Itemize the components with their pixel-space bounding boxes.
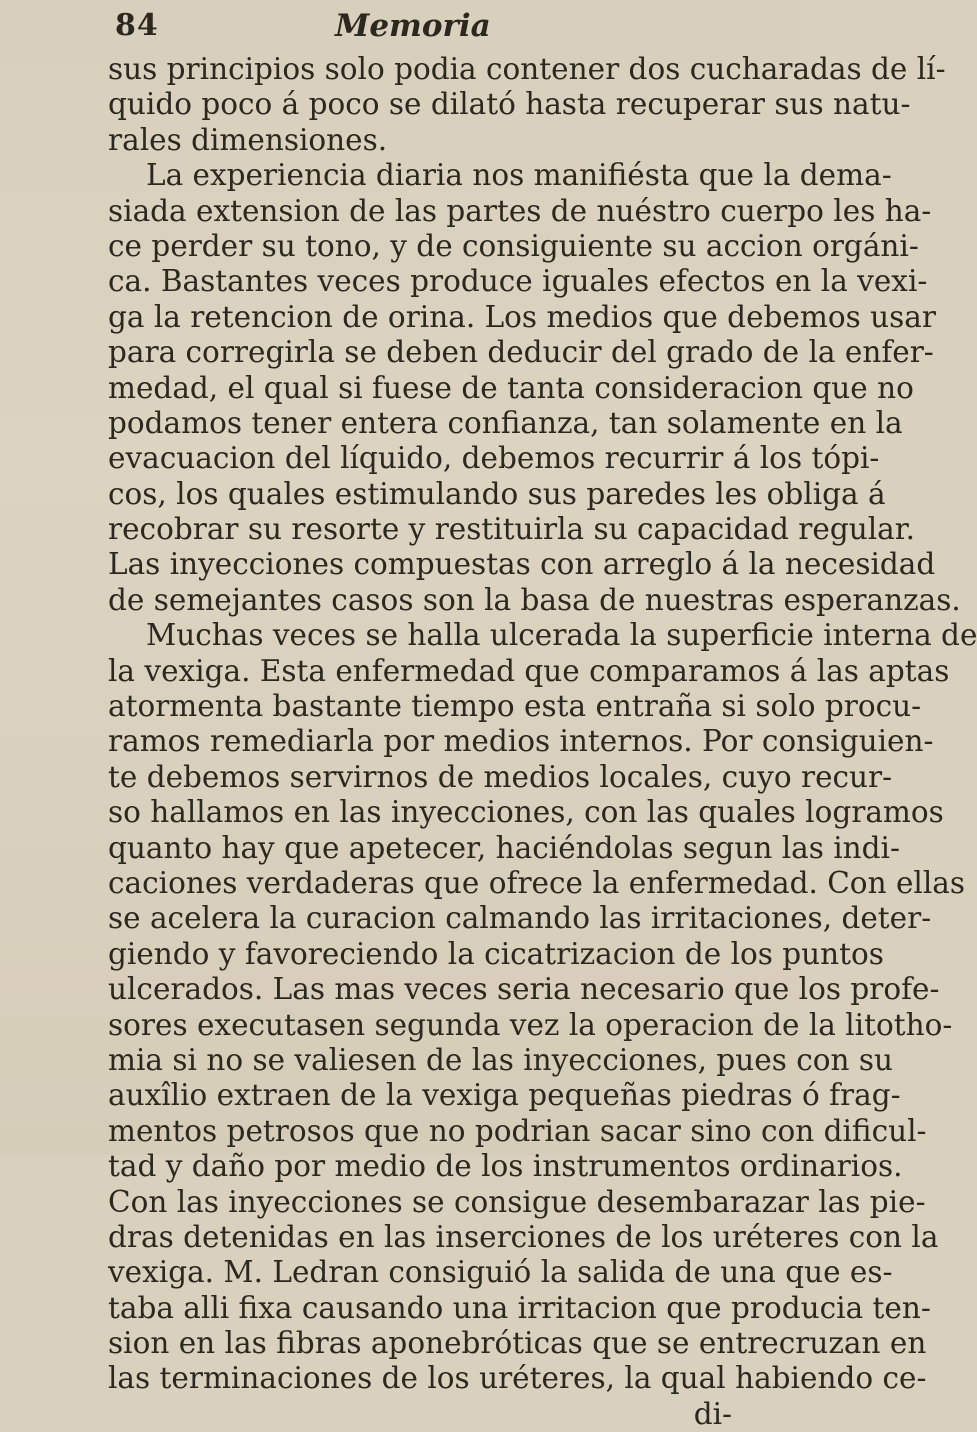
text-line: so hallamos en las inyecciones, con las quales logramos: [108, 795, 944, 830]
text-line: de semejantes casos son la basa de nuestras esperanzas.: [108, 582, 961, 617]
text-line: Las inyecciones compuestas con arreglo á la necesidad: [108, 547, 936, 582]
body-text: [108, 52, 977, 1432]
text-line: sus principios solo podia contener dos cucharadas de lí-: [108, 52, 946, 86]
text-line: Muchas veces se halla ulcerada la superficie interna de: [146, 618, 977, 653]
text-line: siada extension de las partes de nuéstro cuerpo les ha-: [108, 193, 932, 228]
text-line: rales dimensiones.: [108, 122, 388, 157]
text-line: medad, el qual si fuese de tanta consideracion que no: [108, 370, 914, 405]
text-line: ramos remediarla por medios internos. Por consiguien-: [108, 724, 934, 759]
text-line: quanto hay que apetecer, haciéndolas segun las indi-: [108, 830, 900, 865]
text-line: ca. Bastantes veces produce iguales efectos en la vexi-: [108, 264, 928, 299]
text-line: ga la retencion de orina. Los medios que debemos usar: [108, 299, 936, 334]
page-header: [115, 8, 675, 54]
text-line: mia si no se valiesen de las inyecciones, pues con su: [108, 1042, 894, 1077]
text-line: di-: [693, 1396, 732, 1431]
text-line: atormenta bastante tiempo esta entraña si solo procu-: [108, 689, 922, 724]
text-line: tad y daño por medio de los instrumentos ordinarios.: [108, 1149, 903, 1184]
text-line: taba alli fixa causando una irritacion que producia ten-: [108, 1290, 931, 1325]
text-line: recobrar su resorte y restituirla su capacidad regular.: [108, 512, 915, 547]
text-line: La experiencia diaria nos manifiésta que la dema-: [146, 158, 892, 193]
text-line: las terminaciones de los uréteres, la qual habiendo ce-: [108, 1361, 927, 1396]
text-line: cos, los quales estimulando sus paredes les obliga á: [108, 476, 886, 511]
text-line: giendo y favoreciendo la cicatrizacion de los puntos: [108, 936, 884, 971]
text-line: evacuacion del líquido, debemos recurrir á los tópi-: [108, 441, 880, 476]
text-line: sores executasen segunda vez la operacion de la litotho-: [108, 1007, 953, 1042]
page-number: 84: [115, 8, 159, 43]
text-line: auxîlio extraen de la vexiga pequeñas piedras ó frag-: [108, 1078, 901, 1113]
text-line: la vexiga. Esta enfermedad que comparamos á las aptas: [108, 653, 950, 688]
text-line: Con las inyecciones se consigue desembarazar las pie-: [108, 1184, 926, 1219]
text-line: mentos petrosos que no podrian sacar sino con dificul-: [108, 1113, 927, 1148]
text-line: te debemos servirnos de medios locales, cuyo recur-: [108, 759, 893, 794]
text-line: sion en las fibras aponebróticas que se entrecruzan en: [108, 1326, 927, 1361]
text-line: vexiga. M. Ledran consiguió la salida de una que es-: [108, 1255, 893, 1290]
running-head: Memoria: [335, 8, 491, 44]
text-line: caciones verdaderas que ofrece la enfermedad. Con ellas: [108, 865, 965, 900]
text-line: se acelera la curacion calmando las irritaciones, deter-: [108, 901, 932, 936]
text-line: dras detenidas en las inserciones de los uréteres con la: [108, 1219, 939, 1254]
text-line: podamos tener entera confianza, tan solamente en la: [108, 405, 903, 440]
text-line: para corregirla se deben deducir del grado de la enfer-: [108, 335, 934, 370]
text-line: quido poco á poco se dilató hasta recuperar sus natu-: [108, 87, 911, 122]
text-line: ulcerados. Las mas veces seria necesario que los profe-: [108, 972, 940, 1007]
text-line: ce perder su tono, y de consiguiente su accion orgáni-: [108, 228, 919, 263]
